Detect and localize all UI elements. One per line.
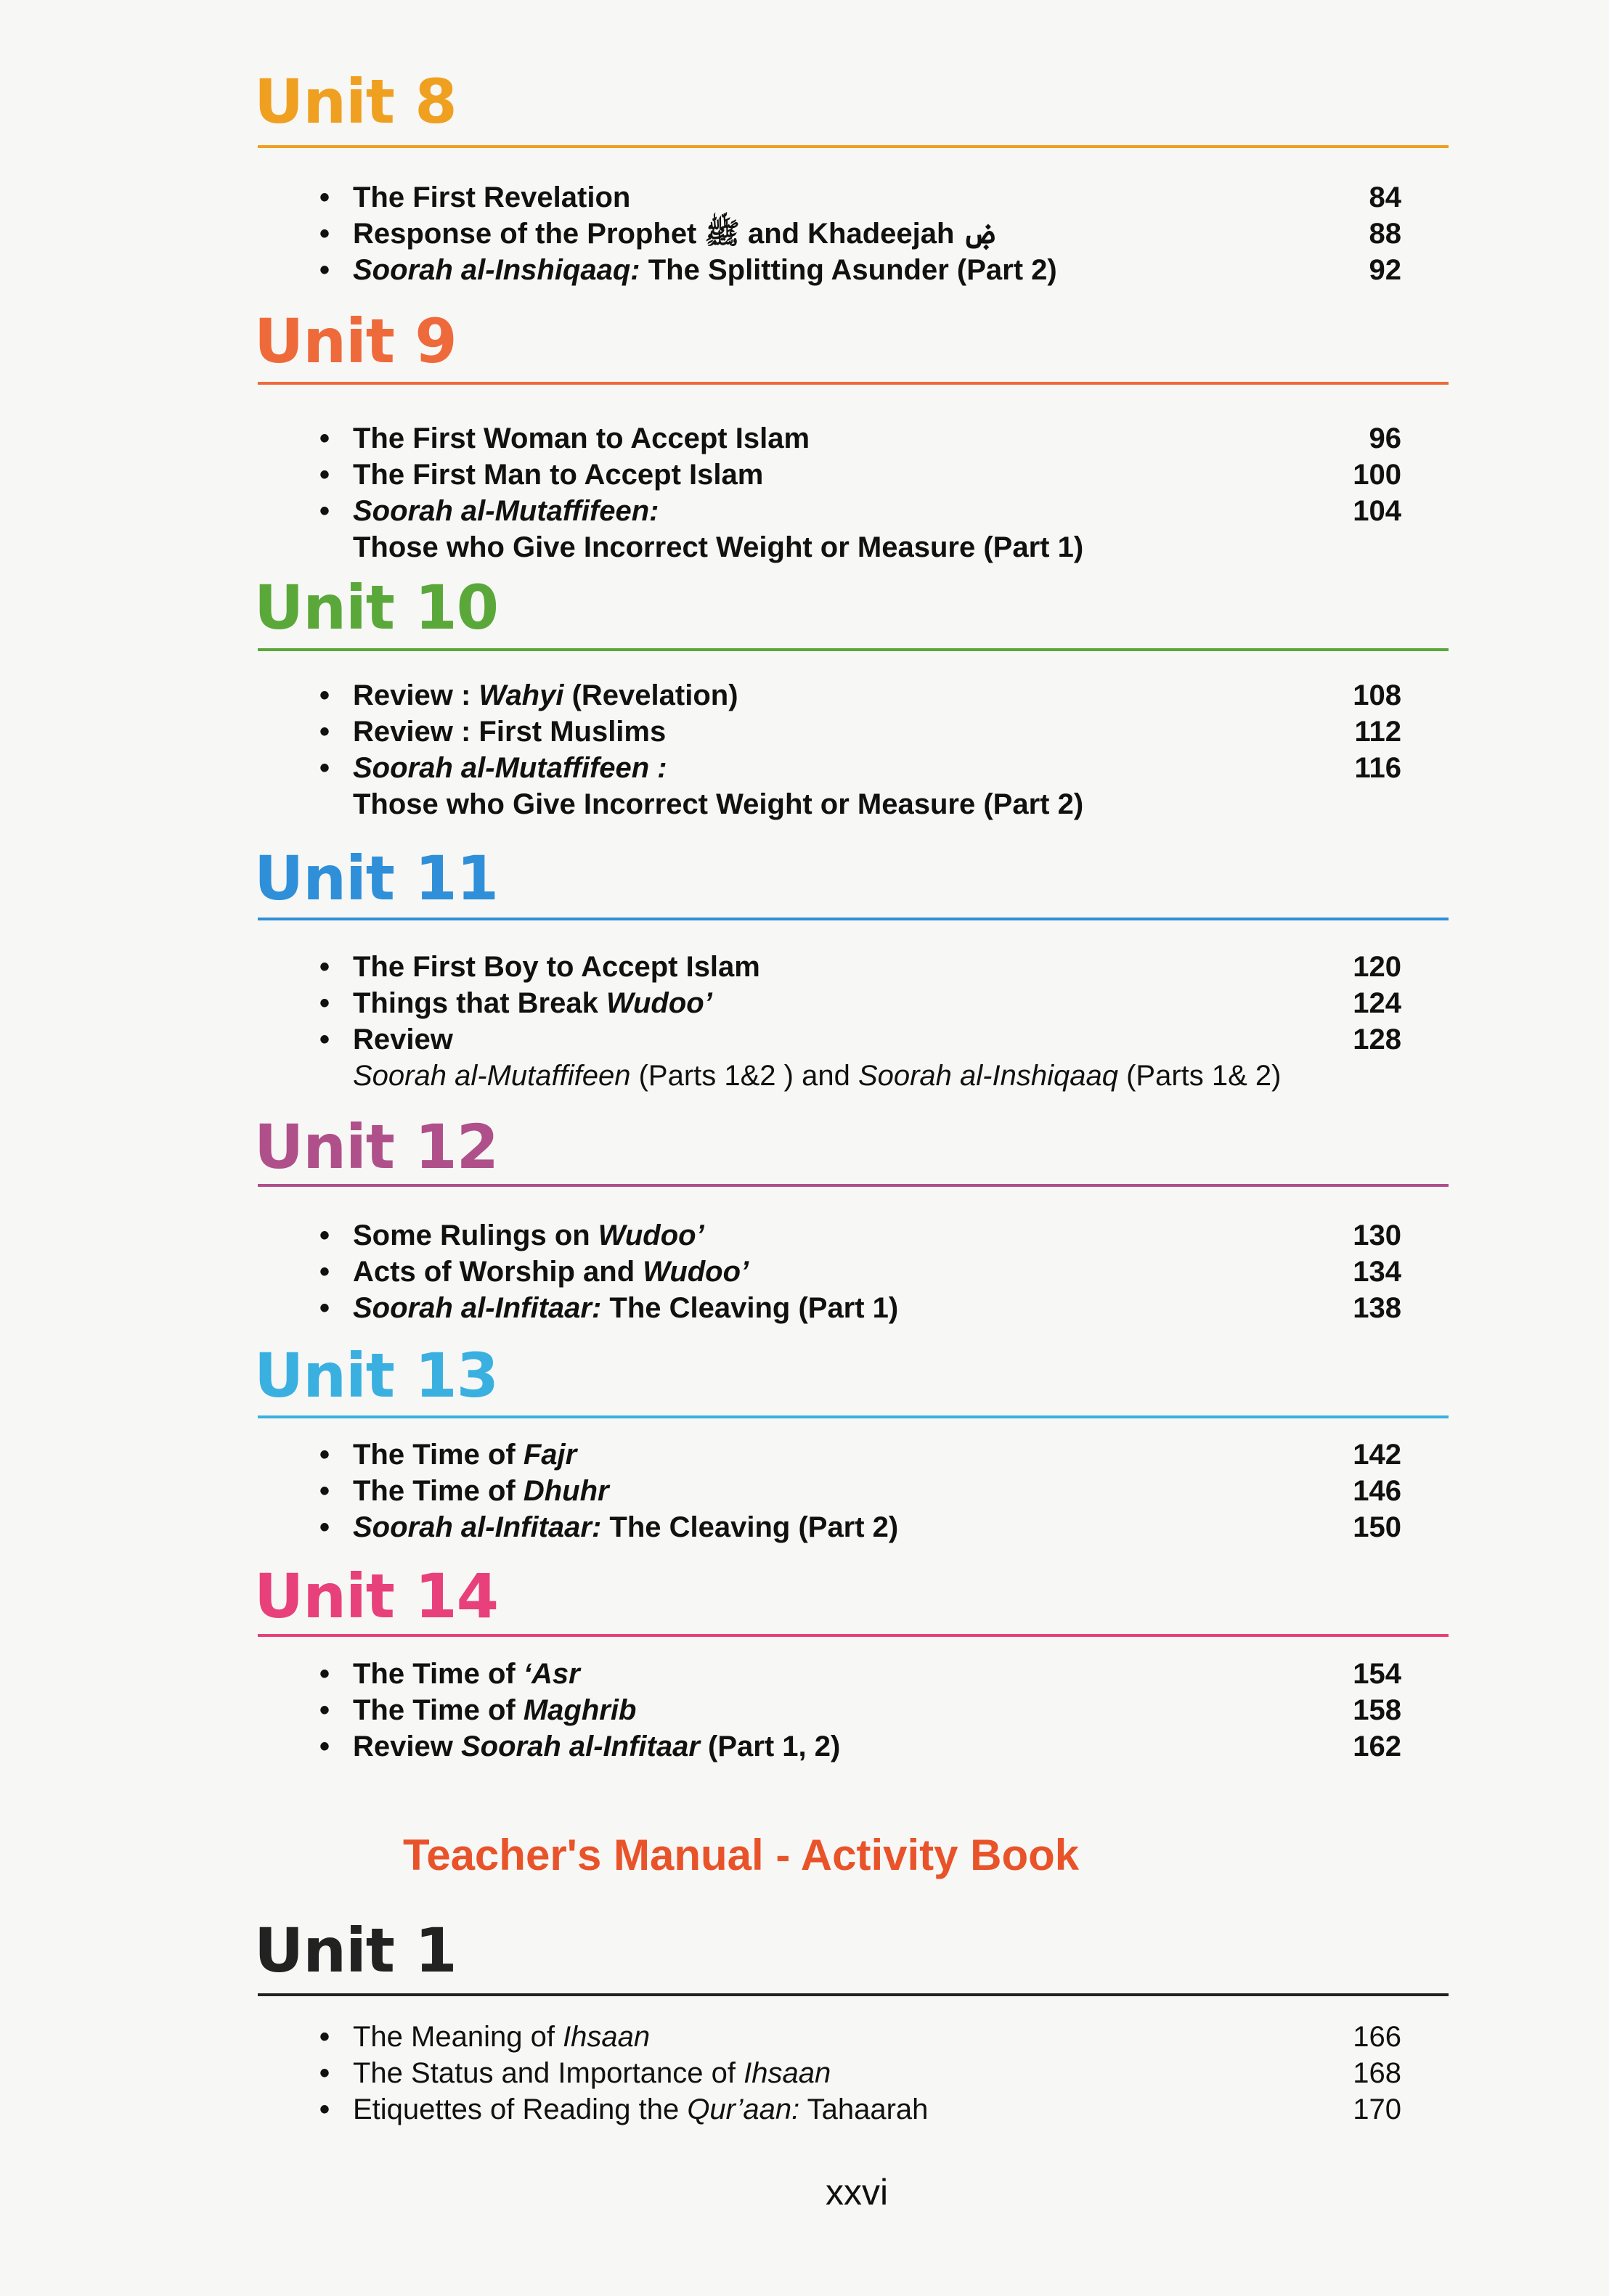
page-number-ref: 112 [1354, 716, 1401, 748]
regular-text: Review [353, 1024, 453, 1055]
bullet-icon: • [319, 752, 330, 784]
toc-entry[interactable] [319, 1472, 1401, 1510]
toc-entry[interactable] [319, 215, 1401, 253]
toc-entry-continuation: Those who Give Incorrect Weight or Measure (Part 1) [353, 531, 1084, 563]
page-number-ref: 158 [1353, 1694, 1401, 1726]
toc-entry[interactable] [319, 984, 1401, 1022]
page-number-ref: 166 [1353, 2021, 1401, 2053]
bullet-icon: • [319, 1024, 330, 1055]
toc-entry[interactable] [319, 492, 1401, 530]
toc-entry-title [353, 456, 763, 494]
unit-heading: Unit 8 [254, 66, 457, 137]
regular-text: Review : First Muslims [353, 716, 667, 748]
page-number-ref: 84 [1369, 181, 1401, 213]
italic-text: Wahyi [478, 679, 564, 711]
toc-entry[interactable] [319, 749, 1401, 787]
toc-entry[interactable] [319, 1691, 1401, 1729]
unit-heading: Unit 13 [254, 1340, 499, 1411]
toc-entry-title [353, 713, 666, 751]
regular-text: The Cleaving (Part 2) [601, 1511, 899, 1543]
regular-text: (Revelation) [563, 679, 738, 711]
bullet-icon: • [319, 987, 330, 1019]
italic-text: Soorah al-Mutaffifeen: [353, 495, 659, 527]
toc-entry-title [353, 215, 996, 253]
divider [258, 918, 1449, 920]
regular-text: (Part 1, 2) [699, 1731, 841, 1762]
bullet-icon: • [319, 181, 330, 213]
unit-heading: Unit 1 [254, 1915, 457, 1986]
regular-text: Response of the Prophet ﷺ and Khadeejah ۻ [353, 218, 997, 250]
toc-entry-title [353, 2091, 928, 2128]
regular-text: The Meaning of [353, 2021, 563, 2053]
toc-entry[interactable] [319, 179, 1401, 216]
bullet-icon: • [319, 1475, 330, 1507]
page-number-ref: 154 [1353, 1658, 1401, 1690]
regular-text: The First Woman to Accept Islam [353, 422, 810, 454]
bullet-icon: • [319, 951, 330, 983]
italic-text: Soorah al-Infitaar [460, 1731, 700, 1762]
italic-text: Fajr [523, 1439, 577, 1471]
bullet-icon: • [319, 1439, 330, 1471]
toc-entry-title [353, 677, 738, 714]
regular-text: Review [353, 1731, 461, 1762]
italic-text: Soorah al-Mutaffifeen [353, 1060, 631, 1092]
regular-text: (Parts 1&2 ) and [630, 1060, 858, 1092]
divider [258, 382, 1449, 385]
bullet-icon: • [319, 716, 330, 748]
italic-text: Soorah al-Inshiqaaq: [353, 254, 640, 286]
toc-entry-title [353, 984, 712, 1022]
page-number-ref: 134 [1353, 1256, 1401, 1288]
toc-entry-title [353, 492, 659, 530]
divider [258, 648, 1449, 651]
toc-entry-title [353, 1728, 840, 1765]
italic-text: Wudoo’ [598, 1220, 704, 1251]
italic-text: Dhuhr [523, 1475, 609, 1507]
toc-entry[interactable] [319, 456, 1401, 494]
toc-entry[interactable] [319, 1289, 1401, 1327]
toc-entry[interactable] [319, 1728, 1401, 1765]
divider [258, 145, 1449, 148]
page-number-ref: 116 [1354, 752, 1401, 784]
bullet-icon: • [319, 1256, 330, 1288]
regular-text: Acts of Worship and [353, 1256, 643, 1288]
divider [258, 1993, 1449, 1996]
regular-text: The First Revelation [353, 181, 631, 213]
italic-text: Ihsaan [744, 2057, 831, 2089]
toc-entry[interactable] [319, 1217, 1401, 1254]
toc-entry[interactable] [319, 2018, 1401, 2056]
bullet-icon: • [319, 254, 330, 286]
toc-entry-title [353, 1021, 453, 1058]
toc-entry-title [353, 1655, 580, 1693]
unit-heading: Unit 9 [254, 306, 457, 377]
unit-heading: Unit 12 [254, 1111, 499, 1182]
bullet-icon: • [319, 1220, 330, 1251]
toc-entry[interactable] [319, 1021, 1401, 1058]
regular-text: The Time of [353, 1694, 524, 1726]
regular-text: Things that Break [353, 987, 606, 1019]
toc-entry[interactable] [319, 1253, 1401, 1291]
italic-text: Soorah al-Mutaffifeen : [353, 752, 667, 784]
italic-text: ‘Asr [523, 1658, 580, 1690]
toc-entry-title [353, 948, 760, 986]
regular-text: Etiquettes of Reading the [353, 2093, 688, 2125]
regular-text: The Time of [353, 1475, 524, 1507]
bullet-icon: • [319, 422, 330, 454]
italic-text: Soorah al-Infitaar: [353, 1511, 602, 1543]
bullet-icon: • [319, 2057, 330, 2089]
italic-text: Soorah al-Inshiqaaq [858, 1060, 1118, 1092]
toc-entry-title [353, 1217, 704, 1254]
page-number-ref: 128 [1353, 1024, 1401, 1055]
page-number-ref: 88 [1369, 218, 1401, 250]
bullet-icon: • [319, 679, 330, 711]
toc-entry-title [353, 1508, 898, 1546]
page-number-ref: 130 [1353, 1220, 1401, 1251]
toc-entry-continuation: Those who Give Incorrect Weight or Measure (Part 2) [353, 788, 1084, 820]
bullet-icon: • [319, 1511, 330, 1543]
page-number-ref: 96 [1369, 422, 1401, 454]
toc-entry[interactable] [319, 251, 1401, 289]
page-number-ref: 124 [1353, 987, 1401, 1019]
toc-entry-title [353, 251, 1057, 289]
toc-entry-title [353, 1691, 636, 1729]
italic-text: Ihsaan [563, 2021, 651, 2053]
page-number-ref: 168 [1353, 2057, 1401, 2089]
unit-heading: Unit 14 [254, 1561, 499, 1632]
bullet-icon: • [319, 218, 330, 250]
page-number-ref: 146 [1353, 1475, 1401, 1507]
regular-text: (Parts 1& 2) [1117, 1060, 1282, 1092]
page-number-ref: 92 [1369, 254, 1401, 286]
italic-text: Soorah al-Infitaar: [353, 1292, 602, 1324]
page-number-ref: 108 [1353, 679, 1401, 711]
toc-entry-title [353, 420, 810, 457]
page-number-ref: 100 [1353, 459, 1401, 491]
toc-entry[interactable] [319, 2054, 1401, 2092]
toc-entry[interactable] [319, 1436, 1401, 1474]
toc-entry[interactable] [319, 713, 1401, 751]
regular-text: The Status and Importance of [353, 2057, 744, 2089]
toc-entry-title [353, 1472, 609, 1510]
regular-text: Review : [353, 679, 479, 711]
toc-entry[interactable] [319, 1508, 1401, 1546]
page-number-ref: 104 [1353, 495, 1401, 527]
toc-entry-title [353, 749, 667, 787]
toc-entry[interactable] [319, 948, 1401, 986]
italic-text: Maghrib [523, 1694, 637, 1726]
bullet-icon: • [319, 1292, 330, 1324]
toc-entry[interactable] [319, 420, 1401, 457]
regular-text: The Time of [353, 1658, 524, 1690]
divider [258, 1634, 1449, 1637]
divider [258, 1184, 1449, 1187]
bullet-icon: • [319, 495, 330, 527]
toc-entry-continuation [353, 1057, 1281, 1095]
toc-entry-title [353, 179, 630, 216]
regular-text: The Time of [353, 1439, 524, 1471]
italic-text: Wudoo’ [643, 1256, 749, 1288]
page-number-ref: 120 [1353, 951, 1401, 983]
toc-entry[interactable] [319, 677, 1401, 714]
toc-entry-title [353, 1289, 898, 1327]
unit-heading: Unit 10 [254, 572, 499, 643]
italic-text: Wudoo’ [606, 987, 712, 1019]
page-number-ref: 170 [1353, 2093, 1401, 2125]
regular-text: The First Boy to Accept Islam [353, 951, 760, 983]
section-heading: Teacher's Manual - Activity Book [403, 1831, 1080, 1879]
regular-text: The First Man to Accept Islam [353, 459, 764, 491]
regular-text: The Cleaving (Part 1) [601, 1292, 899, 1324]
page-footer-number: xxvi [825, 2172, 889, 2213]
toc-entry[interactable] [319, 1655, 1401, 1693]
page-number-ref: 142 [1353, 1439, 1401, 1471]
unit-heading: Unit 11 [254, 843, 499, 914]
bullet-icon: • [319, 2021, 330, 2053]
bullet-icon: • [319, 459, 330, 491]
page-number-ref: 138 [1353, 1292, 1401, 1324]
bullet-icon: • [319, 2093, 330, 2125]
bullet-icon: • [319, 1694, 330, 1726]
regular-text: The Splitting Asunder (Part 2) [640, 254, 1057, 286]
divider [258, 1415, 1449, 1418]
regular-text: Some Rulings on [353, 1220, 598, 1251]
page-number-ref: 150 [1353, 1511, 1401, 1543]
toc-entry-title [353, 2018, 650, 2056]
page-number-ref: 162 [1353, 1731, 1401, 1762]
toc-entry[interactable] [319, 2091, 1401, 2128]
bullet-icon: • [319, 1731, 330, 1762]
toc-entry-title [353, 1253, 749, 1291]
italic-text: Qur’aan: [687, 2093, 800, 2125]
bullet-icon: • [319, 1658, 330, 1690]
toc-entry-title [353, 2054, 831, 2092]
toc-entry-title [353, 1436, 577, 1474]
regular-text: Tahaarah [799, 2093, 929, 2125]
